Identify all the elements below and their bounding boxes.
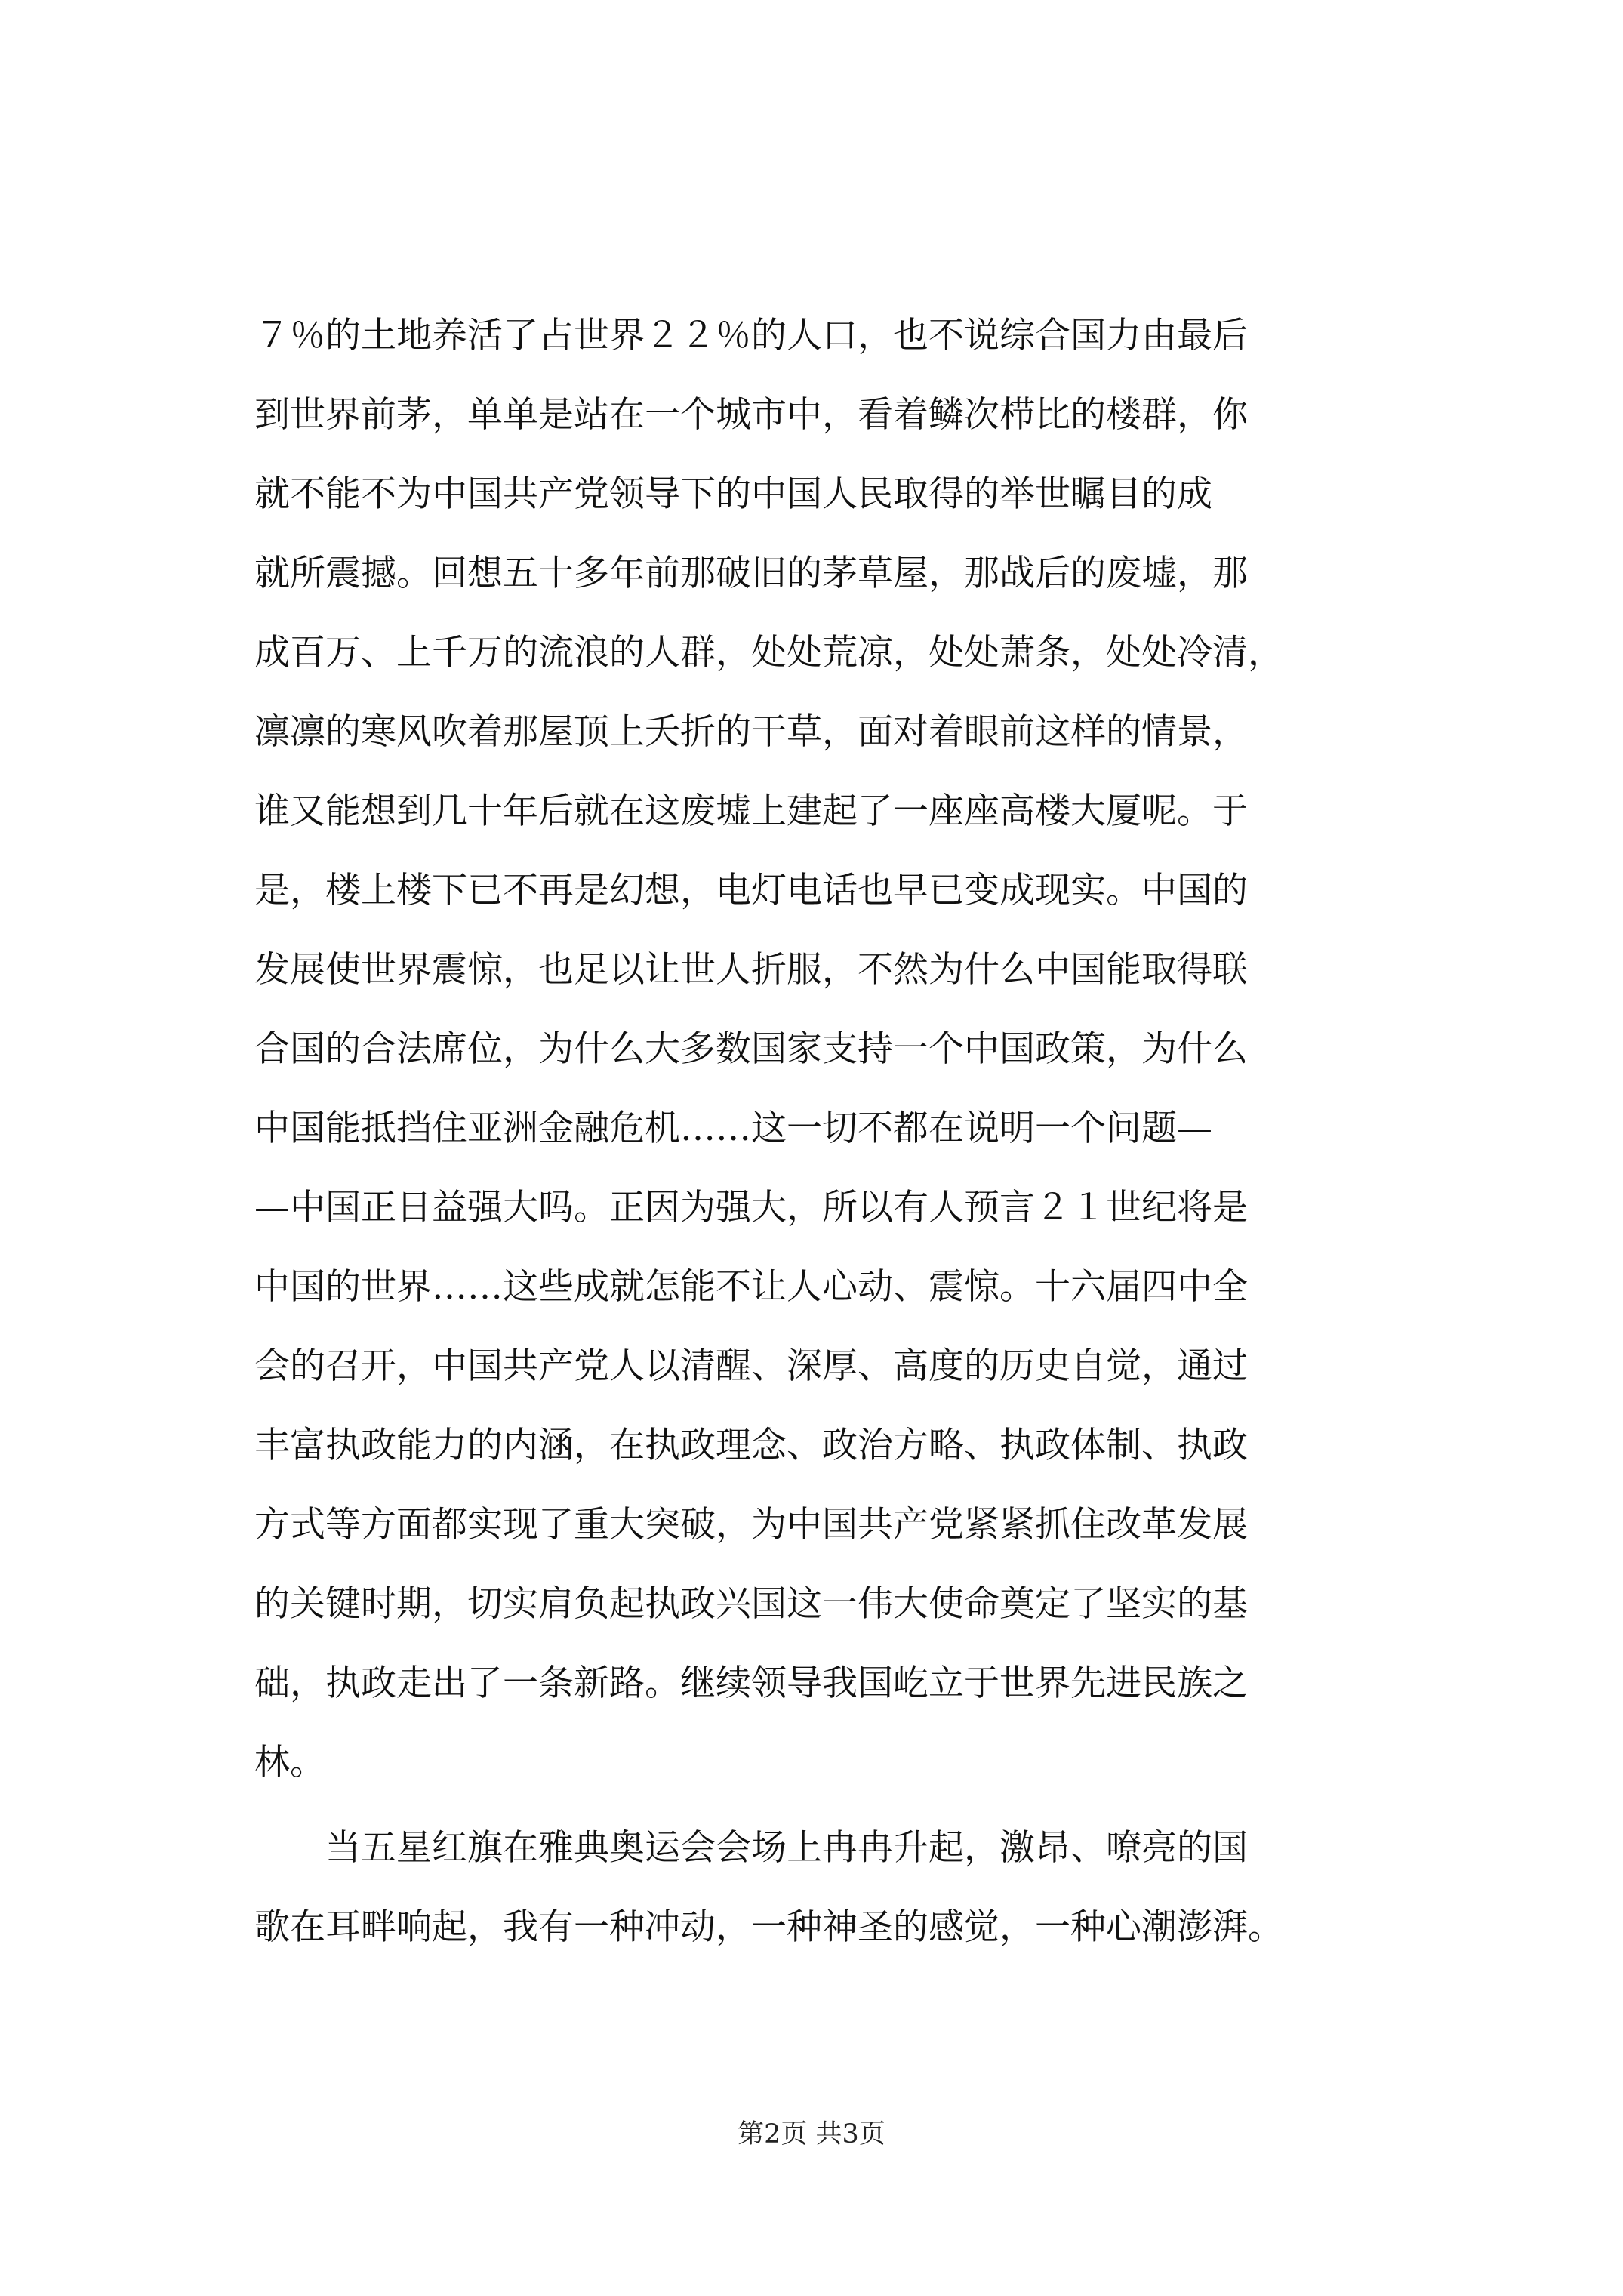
text-line: 谁又能想到几十年后就在这废墟上建起了一座座高楼大厦呢。于 [254, 791, 1248, 832]
text-line: 就不能不为中国共产党领导下的中国人民取得的举世瞩目的成 [254, 473, 1212, 515]
text-line: 中国的世界……这些成就怎能不让人心动、震惊。十六届四中全 [254, 1266, 1248, 1308]
text-line: 方式等方面都实现了重大突破，为中国共产党紧紧抓住改革发展 [254, 1504, 1248, 1546]
text-line: 中国能抵挡住亚洲金融危机……这一切不都在说明一个问题— [254, 1108, 1212, 1149]
text-line: 是，楼上楼下已不再是幻想，电灯电话也早已变成现实。中国的 [254, 870, 1248, 911]
text-line: 础，执政走出了一条新路。继续领导我国屹立于世界先进民族之 [254, 1663, 1248, 1704]
text-line: —中国正日益强大吗。正因为强大，所以有人预言２１世纪将是 [254, 1187, 1248, 1228]
text-line: 歌在耳畔响起，我有一种冲动，一种神圣的感觉，一种心潮澎湃。 [254, 1906, 1283, 1948]
text-line: 发展使世界震惊，也足以让世人折服，不然为什么中国能取得联 [254, 949, 1248, 991]
page-footer: 第2页 共3页 [738, 2119, 885, 2150]
text-line: 就所震撼。回想五十多年前那破旧的茅草屋，那战后的废墟，那 [254, 553, 1248, 594]
paragraph-first-line: 当五星红旗在雅典奥运会会场上冉冉升起，激昂、嘹亮的国 [325, 1827, 1248, 1869]
text-line: 丰富执政能力的内涵，在执政理念、政治方略、执政体制、执政 [254, 1425, 1248, 1466]
text-line: 到世界前茅，单单是站在一个城市中，看着鳞次栉比的楼群，你 [254, 394, 1248, 436]
text-line: 合国的合法席位，为什么大多数国家支持一个中国政策，为什么 [254, 1028, 1248, 1070]
text-line: 的关键时期，切实肩负起执政兴国这一伟大使命奠定了坚实的基 [254, 1583, 1248, 1625]
text-line: 林。 [254, 1742, 325, 1783]
text-line: 凛凛的寒风吹着那屋顶上夭折的干草，面对着眼前这样的情景， [254, 711, 1248, 753]
text-line: 会的召开，中国共产党人以清醒、深厚、高度的历史自觉，通过 [254, 1345, 1248, 1387]
text-line: ７％的土地养活了占世界２２％的人口，也不说综合国力由最后 [254, 315, 1248, 356]
text-line: 成百万、上千万的流浪的人群，处处荒凉，处处萧条，处处冷清， [254, 632, 1283, 673]
